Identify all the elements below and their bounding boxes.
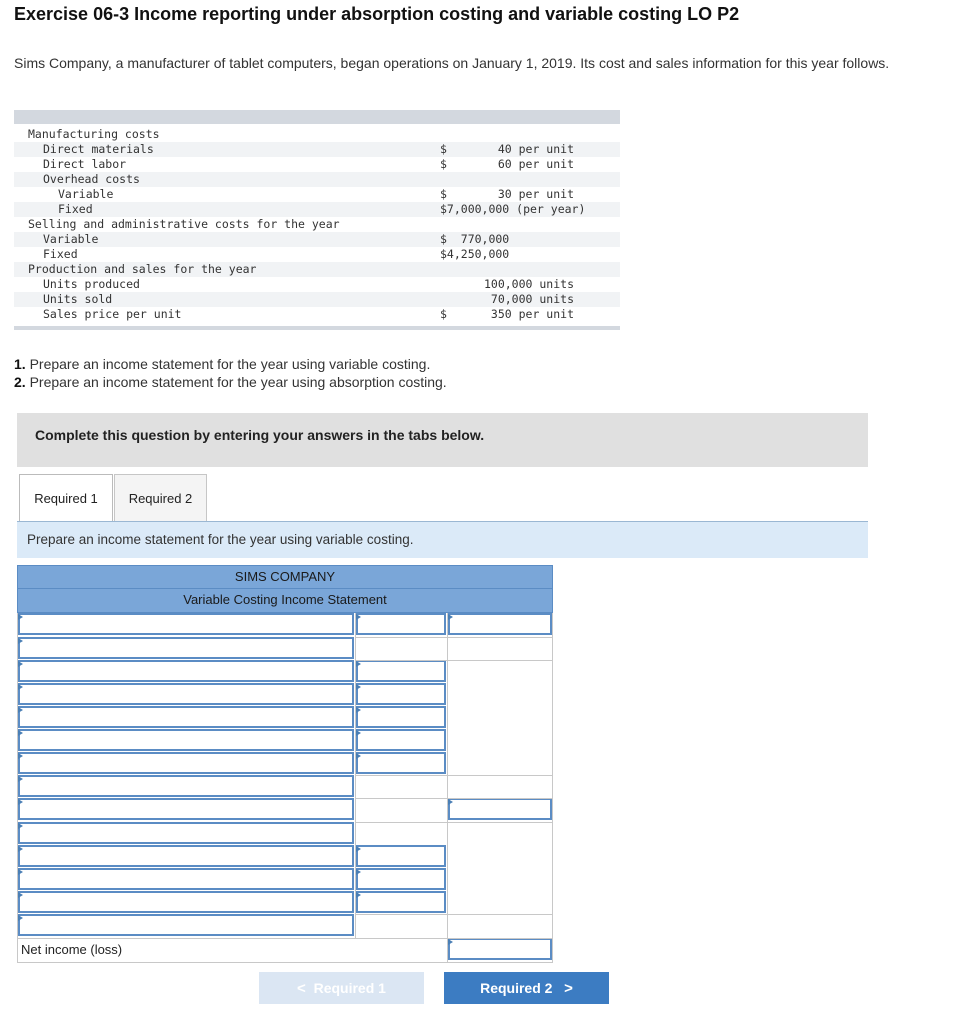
dollar-sign: $ <box>440 307 447 321</box>
data-row-label: Direct labor <box>43 157 127 171</box>
dollar-sign: $ <box>440 187 447 201</box>
total-input[interactable] <box>448 613 552 635</box>
grid-line <box>17 613 18 963</box>
tab-required-2[interactable]: Required 2 <box>114 474 207 522</box>
grid-line <box>355 775 553 776</box>
line-item-input[interactable] <box>18 752 354 774</box>
amount-input[interactable] <box>356 729 446 751</box>
data-row-label: Production and sales for the year <box>28 262 257 276</box>
net-income-label: Net income (loss) <box>21 942 123 957</box>
next-button-label: Required 2 <box>480 980 553 996</box>
exercise-title: Exercise 06-3 Income reporting under absorption costing and variable costing LO P2 <box>14 4 740 24</box>
amount-input[interactable] <box>356 683 446 705</box>
task-list <box>14 355 447 391</box>
data-row <box>14 292 620 307</box>
data-row-label: Manufacturing costs <box>28 127 160 141</box>
line-item-input[interactable] <box>18 822 354 844</box>
data-row-label: Fixed <box>58 202 93 216</box>
line-item-input[interactable] <box>18 845 354 867</box>
amount-input[interactable] <box>356 706 446 728</box>
chevron-left-icon: < <box>297 980 306 997</box>
grid-line <box>355 914 553 915</box>
prev-button-label: Required 1 <box>313 980 386 996</box>
income-statement <box>17 565 553 613</box>
data-row-label: Variable <box>58 187 114 201</box>
data-row <box>14 172 620 187</box>
total-input[interactable] <box>448 798 552 820</box>
line-item-input[interactable] <box>18 706 354 728</box>
prev-required-1-button[interactable] <box>259 972 424 1004</box>
data-row-label: Variable <box>43 232 99 246</box>
dollar-sign: $ <box>440 142 447 156</box>
task-1: 1. Prepare an income statement for the year using variable costing. <box>14 356 431 372</box>
data-row-label: Selling and administrative costs for the year <box>28 217 340 231</box>
dollar-sign: $ <box>440 157 447 171</box>
amount-input[interactable] <box>356 845 446 867</box>
grid-line <box>17 938 553 939</box>
data-row-value: 30 per unit <box>497 187 574 201</box>
line-item-input[interactable] <box>18 729 354 751</box>
data-row <box>14 187 620 202</box>
line-item-input[interactable] <box>18 637 354 659</box>
line-item-input[interactable] <box>18 613 354 635</box>
line-item-input[interactable] <box>18 914 354 936</box>
data-row-label: Direct materials <box>43 142 154 156</box>
grid-line <box>447 613 448 963</box>
data-row-value: 100,000 units <box>483 277 574 291</box>
data-row-value: 350 per unit <box>490 307 574 321</box>
next-required-2-button[interactable] <box>444 972 609 1004</box>
amount-input[interactable] <box>356 868 446 890</box>
cost-data-table <box>14 110 620 330</box>
data-row <box>14 232 620 247</box>
line-item-input[interactable] <box>18 683 354 705</box>
amount-input[interactable] <box>356 752 446 774</box>
grid-line <box>355 822 553 823</box>
data-row <box>14 307 620 322</box>
data-row-value: $4,250,000 <box>440 247 510 261</box>
grid-line <box>355 660 553 661</box>
statement-company: SIMS COMPANY <box>17 565 553 589</box>
intro-text: Sims Company, a manufacturer of tablet computers, began operations on January 1, 2019. Its cost and sales information for this year follows. <box>14 55 890 71</box>
question-prompt: Prepare an income statement for the year using variable costing. <box>17 522 868 558</box>
data-row <box>14 277 620 292</box>
data-row-label: Units sold <box>43 292 113 306</box>
table-footer-bar <box>14 326 620 330</box>
line-item-input[interactable] <box>18 660 354 682</box>
net-income-input[interactable] <box>448 938 552 960</box>
line-item-input[interactable] <box>18 798 354 820</box>
instructions-text: Complete this question by entering your answers in the tabs below. <box>35 427 485 443</box>
data-row <box>14 217 620 232</box>
tab-required-1[interactable]: Required 1 <box>19 474 113 523</box>
data-row <box>14 262 620 277</box>
table-header-bar <box>14 110 620 124</box>
chevron-right-icon: > <box>564 980 573 997</box>
data-row <box>14 247 620 262</box>
task-2: 2. Prepare an income statement for the year using absorption costing. <box>14 374 447 390</box>
amount-input[interactable] <box>356 613 446 635</box>
line-item-input[interactable] <box>18 868 354 890</box>
statement-title: Variable Costing Income Statement <box>17 589 553 613</box>
data-row <box>14 157 620 172</box>
data-row-value: $ 770,000 <box>440 232 510 246</box>
line-item-input[interactable] <box>18 891 354 913</box>
amount-input[interactable] <box>356 660 446 682</box>
data-row <box>14 127 620 142</box>
data-row-value: 40 per unit <box>497 142 574 156</box>
amount-input[interactable] <box>356 891 446 913</box>
grid-line <box>355 798 553 799</box>
data-row-value: 70,000 units <box>490 292 574 306</box>
data-row <box>14 142 620 157</box>
data-row <box>14 202 620 217</box>
data-row-value: $7,000,000 (per year) <box>440 202 586 216</box>
data-row-label: Sales price per unit <box>43 307 182 321</box>
data-row-label: Fixed <box>43 247 78 261</box>
data-row-label: Overhead costs <box>43 172 140 186</box>
grid-line <box>552 613 553 963</box>
grid-line <box>17 962 553 963</box>
instructions-banner <box>17 413 868 467</box>
grid-line <box>355 637 553 638</box>
line-item-input[interactable] <box>18 775 354 797</box>
data-row-value: 60 per unit <box>497 157 574 171</box>
data-row-label: Units produced <box>43 277 140 291</box>
